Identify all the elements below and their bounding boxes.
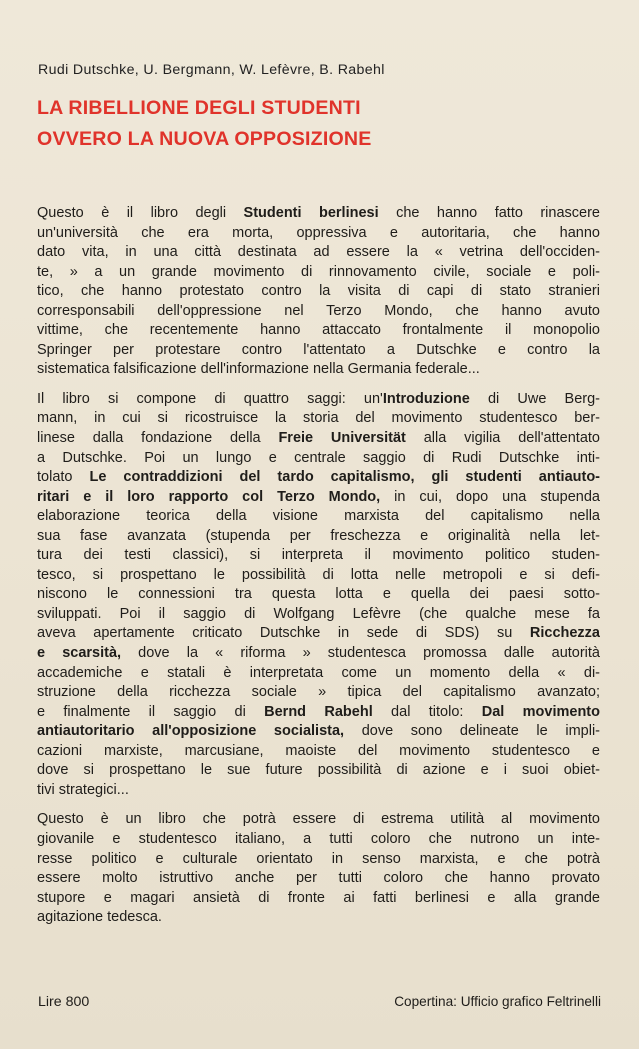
bold-text-run: Dal movimento <box>481 703 600 720</box>
text-line <box>37 761 600 781</box>
text-run: vittime, che recentemente hanno attaccato frontalmente il monopolio <box>37 322 600 339</box>
text-run: cazioni marxiste, marcusiane, maoiste del movimento studentesco e <box>37 742 600 759</box>
text-line <box>37 664 600 684</box>
bold-text-run: antiautoritario all'opposizione socialista, <box>37 723 345 740</box>
text-run: essere molto istruttivo anche per tutti coloro che hanno provato <box>37 870 600 887</box>
text-run: in cui, dopo una stupenda <box>380 488 600 505</box>
text-line <box>37 908 600 928</box>
text-run: Questo è un libro che potrà essere di estrema utilità al movimento <box>37 811 600 828</box>
text-run: Questo è il libro degli <box>37 205 244 221</box>
bold-text-run: Ricchezza <box>529 625 600 642</box>
text-line <box>37 830 600 850</box>
text-run: tesco, si prospettano le possibilità di lotta nelle metropoli e si defi- <box>37 566 600 583</box>
text-line <box>37 546 600 566</box>
bold-text-run: Introduzione <box>382 390 470 407</box>
text-run: resse politico e culturale orientato in senso marxista, e che potrà <box>37 850 600 867</box>
text-line <box>37 781 600 801</box>
cover-credit: Copertina: Ufficio grafico Feltrinelli <box>394 994 601 1009</box>
text-run: dal titolo: <box>372 703 482 720</box>
text-line <box>37 360 600 380</box>
text-run: te, » a un grande movimento di rinnovamento civile, sociale e poli- <box>37 263 600 280</box>
text-run: alla vigilia dell'attentato <box>405 430 600 447</box>
text-run: tolato <box>37 469 90 486</box>
text-run: aveva apertamente criticato Dutschke in sede di SDS) su <box>37 625 530 642</box>
bold-text-run: ritari e il loro rapporto col Terzo Mondo, <box>37 488 381 505</box>
text-line <box>37 409 600 429</box>
text-run: agitazione tedesca. <box>37 909 162 926</box>
text-line <box>37 605 600 625</box>
text-line <box>37 488 600 508</box>
blurb-paragraph <box>37 204 600 380</box>
text-run: di Uwe Berg- <box>469 390 600 407</box>
text-run: elaborazione teorica della visione marxista del capitalismo nella <box>37 508 600 525</box>
text-run: sviluppati. Poi il saggio di Wolfgang Lefèvre (che qualche mese fa <box>37 605 600 622</box>
text-line <box>37 341 600 361</box>
text-line <box>37 302 600 322</box>
text-line <box>37 390 600 410</box>
text-line <box>37 507 600 527</box>
text-line <box>37 722 600 742</box>
text-run: stupore e magari ansietà di fronte ai fatti berlinesi e alla grande <box>37 889 600 906</box>
text-line <box>37 224 600 244</box>
text-line <box>37 585 600 605</box>
text-run: tico, che hanno protestato contro la visita di capi di stato stranieri <box>37 283 600 300</box>
text-line <box>37 683 600 703</box>
text-run: mann, in cui si ricostruisce la storia del movimento studentesco ber- <box>37 410 600 427</box>
price-label: Lire 800 <box>38 994 90 1010</box>
text-line <box>37 527 600 547</box>
text-line <box>37 321 600 341</box>
authors-line: Rudi Dutschke, U. Bergmann, W. Lefèvre, B. Rabehl <box>38 62 385 78</box>
text-run: dove la « riforma » studentesca promossa dalle autorità <box>121 645 600 662</box>
text-run: sua fase avanzata (stupenda per freschezza e originalità nella let- <box>37 527 600 544</box>
title-line-1: LA RIBELLIONE DEGLI STUDENTI <box>37 97 361 119</box>
text-line <box>37 703 600 723</box>
text-line <box>37 468 600 488</box>
text-run: linese dalla fondazione della <box>37 430 279 447</box>
text-run: struzione della ricchezza sociale » tipica del capitalismo avanzato; <box>37 684 600 701</box>
book-title <box>37 93 372 155</box>
text-line <box>37 742 600 762</box>
text-line <box>37 449 600 469</box>
text-run: accademiche e statali è interpretata come un momento della « di- <box>37 664 600 681</box>
text-run: Springer per protestare contro l'attentato a Dutschke e contro la <box>37 341 600 358</box>
text-run: che hanno fatto rinascere <box>378 205 600 221</box>
blurb-paragraph <box>37 390 600 800</box>
text-line <box>37 263 600 283</box>
text-run: dove si prospettano le sue future possibilità di azione e i suoi obiet- <box>37 762 600 779</box>
text-line <box>37 869 600 889</box>
text-run: un'università che era morta, oppressiva e autoritaria, che hanno <box>37 224 600 241</box>
text-run: Il libro si compone di quattro saggi: un' <box>37 390 383 407</box>
text-run: tura dei testi classici), si interpreta il movimento politico studen- <box>37 547 600 564</box>
text-run: tivi strategici... <box>37 781 129 798</box>
bold-text-run: Le contraddizioni del tardo capitalismo, gli studenti antiauto- <box>89 469 600 486</box>
text-line <box>37 644 600 664</box>
text-run: sistematica falsificazione dell'informazione nella Germania federale... <box>37 361 480 378</box>
text-line <box>37 204 600 224</box>
bold-text-run: Freie Universität <box>278 430 406 447</box>
text-line <box>37 850 600 870</box>
bold-text-run: Studenti berlinesi <box>243 205 379 221</box>
text-run: dato vita, in una città destinata ad essere la « vetrina dell'occiden- <box>37 244 600 261</box>
blurb-text <box>37 204 600 928</box>
blurb-paragraph <box>37 810 600 927</box>
text-line <box>37 889 600 909</box>
title-line-2: OVVERO LA NUOVA OPPOSIZIONE <box>37 128 372 150</box>
text-line <box>37 810 600 830</box>
text-run: corresponsabili dell'oppressione nel Terzo Mondo, che hanno avuto <box>37 302 600 319</box>
text-line <box>37 243 600 263</box>
text-run: giovanile e studentesco italiano, a tutti coloro che nutrono un inte- <box>37 830 600 847</box>
text-run: dove sono delineate le impli- <box>344 723 600 740</box>
text-line <box>37 566 600 586</box>
text-line <box>37 282 600 302</box>
text-run: niscono le connessioni tra questa lotta e quella dei paesi sotto- <box>37 586 600 603</box>
bold-text-run: Bernd Rabehl <box>264 703 373 720</box>
text-line <box>37 624 600 644</box>
text-line <box>37 429 600 449</box>
text-run: e finalmente il saggio di <box>37 703 265 720</box>
bold-text-run: e scarsità, <box>37 645 122 662</box>
text-run: a Dutschke. Poi un lungo e centrale saggio di Rudi Dutschke inti- <box>37 449 600 466</box>
